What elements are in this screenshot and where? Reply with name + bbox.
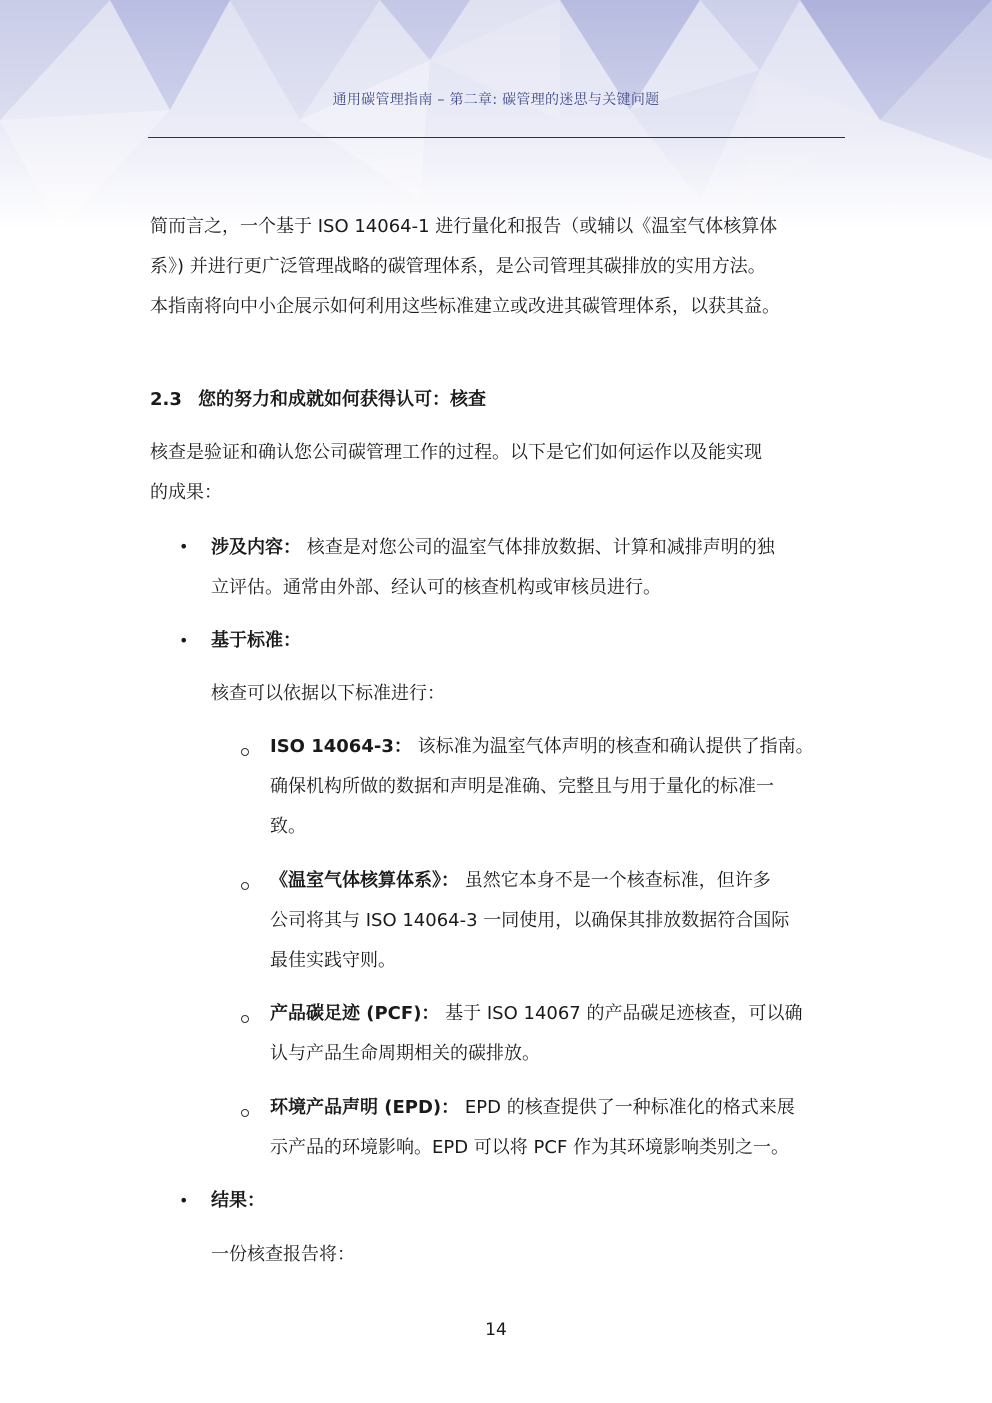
bullet-dot: •: [179, 1191, 189, 1210]
sub-bullet-3-line-2: 认与产品生命周期相关的碳排放。: [270, 1043, 540, 1064]
section-title: 您的努力和成就如何获得认可：核查: [198, 389, 486, 410]
bullet-scope-label: 涉及内容：: [211, 537, 301, 558]
intro-line-3: 本指南将向中小企展示如何利用这些标准建立或改进其碳管理体系，以获其益。: [150, 296, 780, 317]
sub-bullet-4-line-2: 示产品的环境影响。EPD 可以将 PCF 作为其环境影响类别之一。: [270, 1137, 790, 1158]
section-number: 2.3: [150, 389, 182, 410]
sub-bullet-2-line-3: 最佳实践守则。: [270, 950, 396, 971]
sub-bullet-circle: [241, 882, 249, 890]
sub-bullet-1-line-3: 致。: [270, 816, 306, 837]
running-head: 通用碳管理指南 – 第二章: 碳管理的迷思与关键问题: [332, 92, 660, 108]
sub-bullet-circle: [241, 748, 249, 756]
sub-bullet-4-label: 环境产品声明 (EPD)：: [270, 1097, 460, 1118]
section-heading: [150, 385, 486, 415]
sub-bullet-circle: [241, 1109, 249, 1117]
sub-bullet-1-label: ISO 14064-3：: [270, 736, 412, 757]
sub-bullet-4-line-1: 环境产品声明 (EPD)： EPD 的核查提供了一种标准化的格式来展: [270, 1097, 795, 1118]
bullet-scope-line-2: 立评估。通常由外部、经认可的核查机构或审核员进行。: [211, 577, 661, 598]
sub-bullet-2-line-2: 公司将其与 ISO 14064-3 一同使用，以确保其排放数据符合国际: [270, 910, 790, 931]
sub-bullet-2-line-1: 《温室气体核算体系》： 虽然它本身不是一个核查标准，但许多: [270, 870, 771, 891]
bullet-result-intro: 一份核查报告将：: [211, 1244, 355, 1265]
bullet-scope-text-1: 核查是对您公司的温室气体排放数据、计算和减排声明的独: [306, 537, 775, 558]
bullet-scope-line-1: [211, 528, 775, 568]
lead-line-2: 的成果：: [150, 482, 222, 503]
bullet-standards-intro: 核查可以依据以下标准进行：: [211, 683, 445, 704]
sub-bullet-1-line-2: 确保机构所做的数据和声明是准确、完整且与用于量化的标准一: [270, 776, 774, 797]
intro-line-2: 系》) 并进行更广泛管理战略的碳管理体系，是公司管理其碳排放的实用方法。: [150, 256, 766, 277]
sub-bullet-circle: [241, 1015, 249, 1023]
bullet-standards-label: 基于标准：: [211, 630, 301, 651]
intro-line-1: 简而言之，一个基于 ISO 14064-1 进行量化和报告（或辅以《温室气体核算体: [150, 216, 778, 237]
sub-bullet-3-label: 产品碳足迹 (PCF)：: [270, 1003, 440, 1024]
bullet-dot: •: [179, 537, 189, 556]
bullet-dot: •: [179, 631, 189, 650]
header-rule: [148, 137, 845, 138]
page-number: 14: [485, 1320, 507, 1340]
sub-bullet-3-line-1: 产品碳足迹 (PCF)： 基于 ISO 14067 的产品碳足迹核查，可以确: [270, 1003, 803, 1024]
sub-bullet-1-line-1: ISO 14064-3： 该标准为温室气体声明的核查和确认提供了指南。: [270, 736, 814, 757]
bullet-result-label: 结果：: [211, 1190, 265, 1211]
lead-line-1: 核查是验证和确认您公司碳管理工作的过程。以下是它们如何运作以及能实现: [150, 442, 762, 463]
header-background: [0, 0, 992, 230]
sub-bullet-2-label: 《温室气体核算体系》：: [270, 870, 459, 891]
